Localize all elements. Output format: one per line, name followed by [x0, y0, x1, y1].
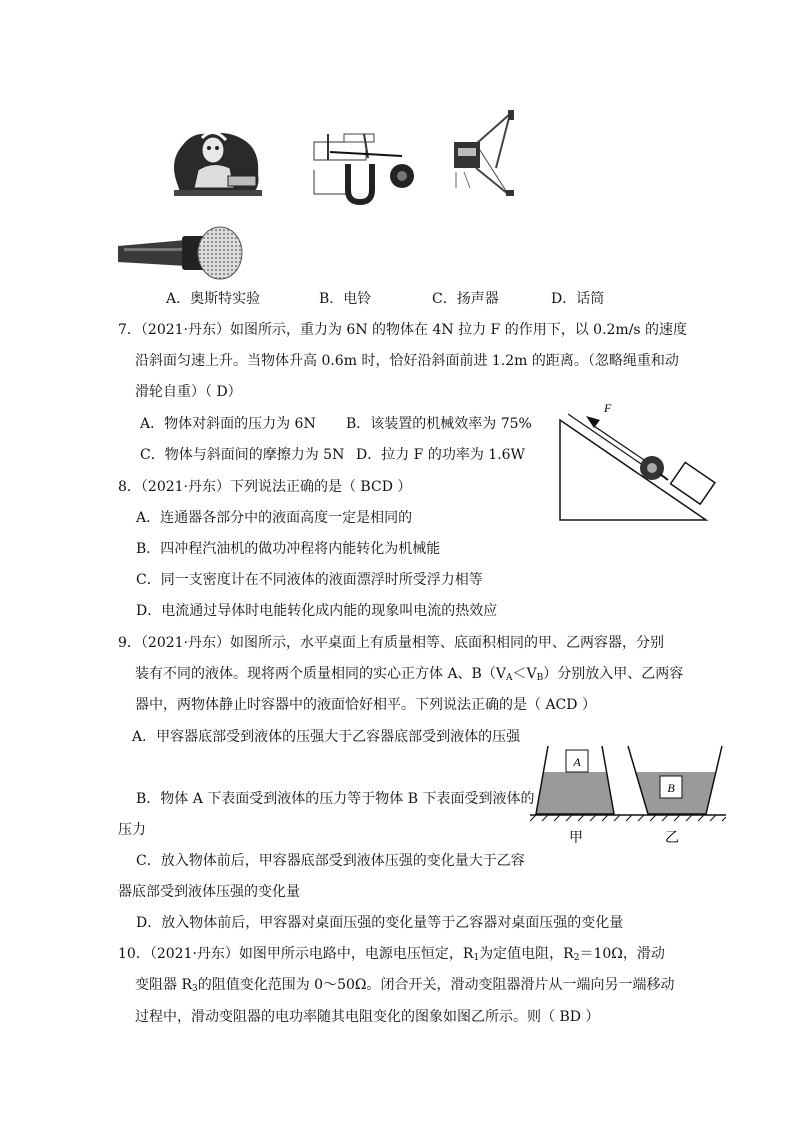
- q7-option-d: D．拉力 F 的功率为 1.6W: [356, 447, 525, 463]
- q9-stem-line2: 装有不同的液体。现将两个质量相同的实心正方体 A、$B(V_A<V_B)$分别放入甲、乙两容: [135, 666, 684, 683]
- q9-option-a: A．甲容器底部受到液体的压强大于乙容器底部受到液体的压强: [132, 729, 521, 745]
- q8-option-b: B．四冲程汽油机的做功冲程将内能转化为机械能: [136, 541, 441, 557]
- q9-stem-line1: 9．（2021·丹东）如图所示，水平桌面上有质量相等、底面积相同的甲、乙两容器，分别: [118, 635, 664, 651]
- q8-option-a: A．连通器各部分中的液面高度一定是相同的: [136, 510, 413, 526]
- q6-option-b: B．电铃: [319, 291, 372, 307]
- loudspeaker-image: [446, 108, 520, 200]
- q9-option-b-line2: 压力: [118, 822, 146, 838]
- container-jia-label: 甲: [569, 830, 583, 846]
- force-f-label: F: [604, 401, 612, 415]
- q10-stem-line2: 变阻器 $R_3$的阻值变化范围为 0～50Ω。闭合开关，滑动变阻器滑片从一端向另一端移动: [135, 977, 675, 994]
- q6-option-a: A．奥斯特实验: [166, 291, 261, 307]
- q8-stem: 8．（2021·丹东）下列说法正确的是（ BCD ）: [118, 479, 412, 495]
- q8-option-c: C．同一支密度计在不同液体的液面漂浮时所受浮力相等: [136, 572, 483, 588]
- q8-option-d: D．电流通过导体时电能转化成内能的现象叫电流的热效应: [136, 603, 498, 619]
- q9-stem-line3: 器中，两物体静止时容器中的液面恰好相平。下列说法正确的是（ ACD ）: [135, 697, 596, 713]
- electric-bell-image: [310, 130, 420, 206]
- q7-stem-line2: 沿斜面匀速上升。当物体升高 0.6m 时，恰好沿斜面前进 1.2m 的距离。（忽略绳重和动: [135, 353, 679, 369]
- oersted-experiment-image: [168, 120, 268, 200]
- container-yi-label: 乙: [665, 830, 679, 846]
- q7-option-c: C．物体与斜面间的摩擦力为 5N: [140, 447, 345, 463]
- q7-option-b: B．该装置的机械效率为 75%: [346, 416, 532, 432]
- q9-option-c-line2: 器底部受到液体压强的变化量: [118, 884, 300, 900]
- cube-b-label: B: [667, 781, 675, 795]
- q6-option-d: D．话筒: [551, 291, 605, 307]
- two-containers-figure: [530, 742, 726, 846]
- q6-option-c: C．扬声器: [432, 291, 499, 307]
- q9-option-c-line1: C．放入物体前后，甲容器底部受到液体压强的变化量大于乙容: [136, 853, 525, 869]
- q7-stem-line3: 滑轮自重）（ D）: [135, 384, 242, 400]
- q7-option-a: A．物体对斜面的压力为 6N: [140, 416, 316, 432]
- q7-stem-line1: 7．（2021·丹东）如图所示，重力为 6N 的物体在 4N 拉力 F 的作用下，以 0.2m/s 的速度: [118, 322, 688, 338]
- cube-a-label: A: [573, 755, 581, 769]
- q9-option-d: D．放入物体前后，甲容器对桌面压强的变化量等于乙容器对桌面压强的变化量: [136, 915, 624, 931]
- incline-pulley-figure: [556, 400, 726, 524]
- microphone-image: [118, 224, 244, 282]
- q9-option-b-line1: B．物体 A 下表面受到液体的压力等于物体 B 下表面受到液体的: [136, 791, 535, 807]
- q10-stem-line1: 10．（2021·丹东）如图甲所示电路中，电源电压恒定，$R_1$为定值电阻，$R_2=10\Omega$，滑动: [118, 946, 665, 963]
- q10-stem-line3: 过程中，滑动变阻器的电功率随其电阻变化的图象如图乙所示。则（ BD ）: [135, 1009, 600, 1025]
